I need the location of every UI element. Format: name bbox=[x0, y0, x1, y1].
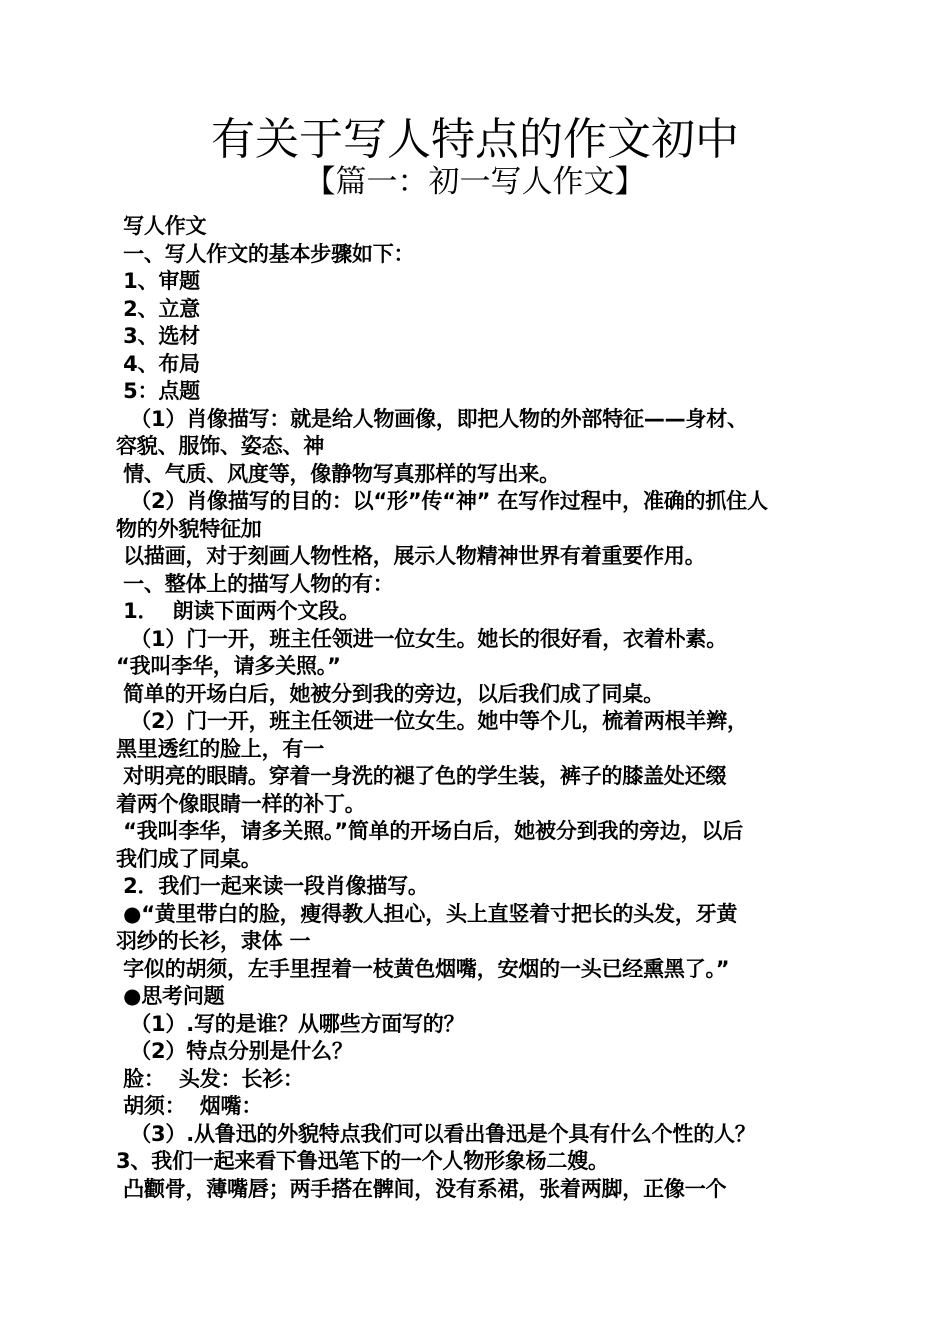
body-line: 容貌、服饰、姿态、神 bbox=[116, 434, 324, 458]
body-line: （1）肖像描写：就是给人物画像，即把人物的外部特征——身材、 bbox=[116, 406, 748, 431]
body-line: ●思考问题 bbox=[116, 984, 225, 1008]
body-line: （2）特点分别是什么？ bbox=[116, 1039, 353, 1063]
body-line: （1）.写的是谁？从哪些方面写的？ bbox=[116, 1011, 465, 1036]
body-line: 以描画，对于刻画人物性格，展示人物精神世界有着重要作用。 bbox=[116, 544, 706, 568]
body-line: 2．我们一起来读一段肖像描写。 bbox=[116, 874, 429, 898]
body-line: 情、气质、风度等，像静物写真那样的写出来。 bbox=[116, 461, 560, 486]
body-line: 对明亮的眼睛。穿着一身洗的褪了色的学生装，裤子的膝盖处还缀 bbox=[116, 764, 727, 788]
body-line: （3）.从鲁迅的外貌特点我们可以看出鲁迅是个具有什么个性的人？ bbox=[116, 1121, 756, 1146]
body-line: 字似的胡须，左手里捏着一枝黄色烟嘴，安烟的一头已经熏黑了。” bbox=[116, 956, 730, 981]
body-line: （1）门一开，班主任领进一位女生。她长的很好看，衣着朴素。 bbox=[116, 626, 728, 651]
body-line: 简单的开场白后，她被分到我的旁边，以后我们成了同桌。 bbox=[116, 681, 664, 706]
body-line: ●“黄里带白的脸，瘦得教人担心，头上直竖着寸把长的头发，牙黄 bbox=[116, 901, 738, 926]
body-line: 4、布局 bbox=[116, 351, 200, 376]
body-line: 羽纱的长衫，隶体 一 bbox=[116, 929, 311, 953]
body-line: 着两个像眼睛一样的补丁。 bbox=[116, 791, 366, 816]
body-line: 2、立意 bbox=[116, 296, 200, 321]
body-line: 1、审题 bbox=[116, 269, 200, 293]
body-line: 1． 朗读下面两个文段。 bbox=[116, 599, 360, 623]
body-line: 写人作文 bbox=[116, 214, 207, 238]
body-line: 5：点题 bbox=[116, 379, 200, 403]
document-body bbox=[116, 213, 836, 1203]
body-line: 一、写人作文的基本步骤如下： bbox=[116, 241, 415, 266]
body-line: 我们成了同桌。 bbox=[116, 846, 262, 871]
body-line: （2）门一开，班主任领进一位女生。她中等个儿，梳着两根羊辫， bbox=[116, 709, 748, 733]
body-line: 胡须： 烟嘴： bbox=[116, 1094, 263, 1118]
body-line: 凸颧骨，薄嘴唇；两手搭在髀间，没有系裙，张着两脚，正像一个 bbox=[116, 1176, 727, 1201]
body-line: 一、整体上的描写人物的有： bbox=[116, 571, 394, 596]
document-subtitle: 【篇一：初一写人作文】 bbox=[304, 164, 646, 200]
body-line: “我叫李华，请多关照。”简单的开场白后，她被分到我的旁边，以后 bbox=[116, 819, 744, 843]
body-line: （2）肖像描写的目的：以“形”传“神” 在写作过程中，准确的抓住人 bbox=[116, 489, 768, 513]
body-line: 脸： 头发：长衫： bbox=[116, 1066, 304, 1091]
body-line: 3、我们一起来看下鲁迅笔下的一个人物形象杨二嫂。 bbox=[116, 1149, 609, 1173]
body-line: 3、选材 bbox=[116, 324, 200, 348]
document-title: 有关于写人特点的作文初中 bbox=[211, 114, 739, 165]
body-line: 黑里透红的脸上，有一 bbox=[116, 736, 324, 761]
body-line: “我叫李华，请多关照。” bbox=[116, 654, 341, 678]
body-line: 物的外貌特征加 bbox=[116, 516, 262, 541]
